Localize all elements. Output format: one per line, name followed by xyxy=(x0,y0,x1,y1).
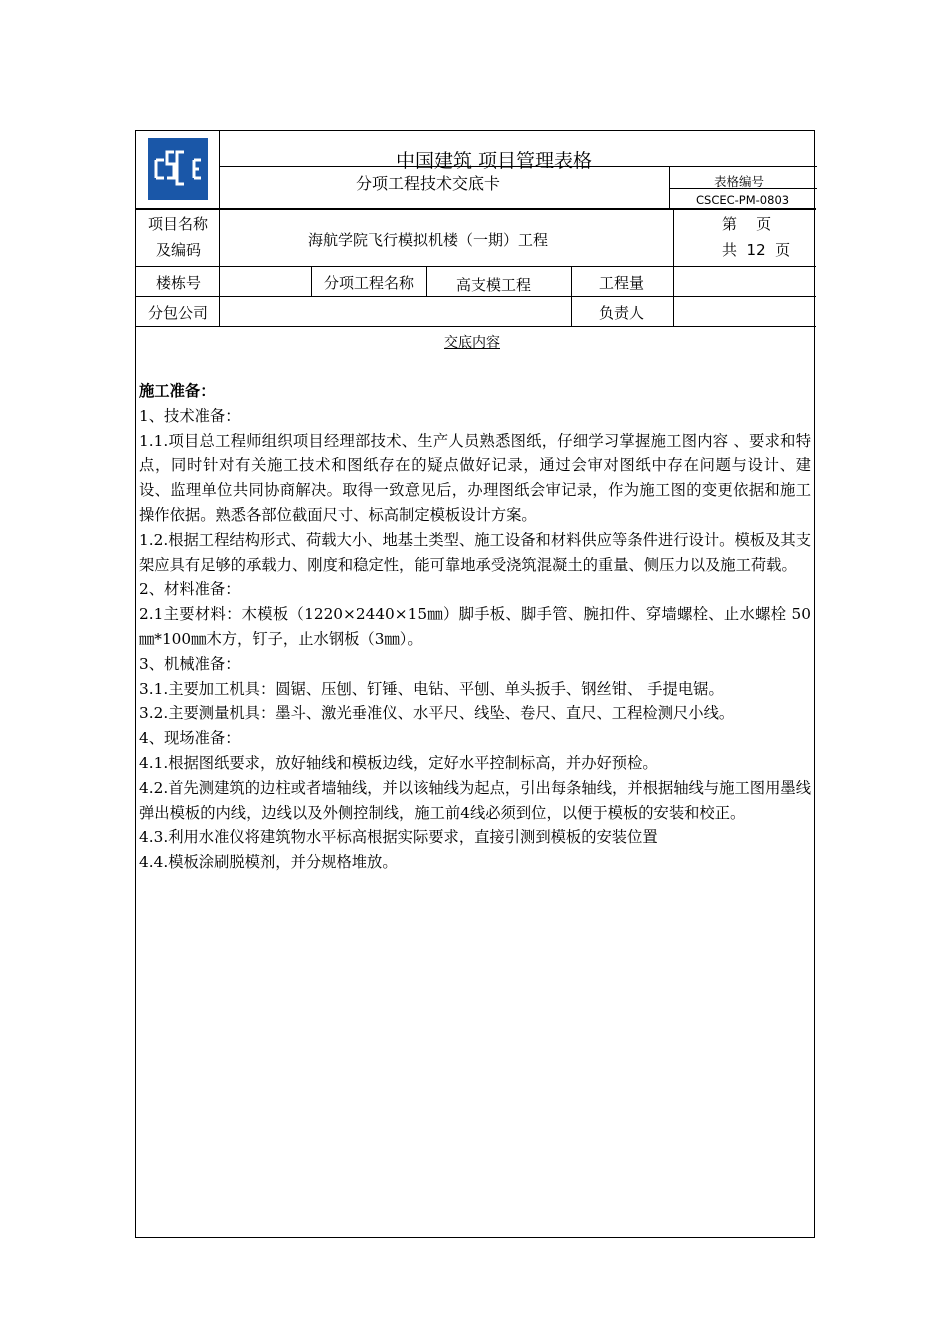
quantity-label: 工程量 xyxy=(599,274,645,292)
logo-divider xyxy=(219,131,220,209)
content-paragraph: 2.1主要材料：木模板（1220×2440×15㎜）脚手板、脚手管、腕扣件、穿墙螺栓、止水螺栓 50㎜*100㎜木方，钉子，止水钢板（3㎜）。 xyxy=(139,605,811,648)
row2-line xyxy=(136,296,816,297)
content-paragraph: 2、材料准备： xyxy=(139,580,241,599)
page-number: 第 页 xyxy=(722,215,772,233)
content-paragraph: 4.2.首先测建筑的边柱或者墙轴线，并以该轴线为起点，引出每条轴线，并根据轴线与施工图用墨线弹出模板的内线，边线以及外侧控制线，施工前4线必须到位，以便于模板的安装和校正。 xyxy=(139,778,811,822)
subitem-label: 分项工程名称 xyxy=(324,274,415,292)
form-subtitle: 分项工程技术交底卡 xyxy=(356,174,501,193)
form-no: CSCEC-PM-0803 xyxy=(696,193,790,207)
total-pages: 共 12 页 xyxy=(722,241,791,259)
content-body xyxy=(139,379,811,875)
content-paragraph: 4、现场准备： xyxy=(139,729,241,748)
project-name: 海航学院飞行模拟机楼（一期）工程 xyxy=(308,231,549,249)
subcontractor-label: 分包公司 xyxy=(148,304,209,322)
subitem-value: 高支模工程 xyxy=(456,276,532,294)
content-paragraph: 3.1.主要加工机具：圆锯、压刨、钉锤、电钻、平刨、单头扳手、钢丝钳、 手提电锯。 xyxy=(139,679,724,698)
person-label: 负责人 xyxy=(599,304,645,322)
subitem-label-line xyxy=(426,266,427,296)
content-paragraph: 3.2.主要测量机具：墨斗、激光垂准仪、水平尺、线坠、卷尺、直尺、工程检测尺小线。 xyxy=(139,704,735,723)
cscec-logo xyxy=(148,138,208,200)
content-paragraph: 1.2.根据工程结构形式、荷载大小、地基土类型、施工设备和材料供应等条件进行设计。模板及其支架应具有足够的承载力、刚度和稳定性，能可靠地承受浇筑混凝土的重量、侧压力以及施工荷载。 xyxy=(139,530,811,574)
content-paragraph: 4.4.模板涂刷脱模剂，并分规格堆放。 xyxy=(139,853,398,872)
header-bottom-line xyxy=(136,208,816,210)
content-paragraph: 4.1.根据图纸要求，放好轴线和模板边线，定好水平控制标高，并办好预检。 xyxy=(139,753,658,772)
row3-line xyxy=(136,326,816,327)
content-paragraph: 4.3.利用水准仪将建筑物水平标高根据实际要求，直接引测到模板的安装位置 xyxy=(139,828,658,847)
building-label: 楼栋号 xyxy=(156,274,202,292)
content-paragraph: 1.1.项目总工程师组织项目经理部技术、生产人员熟悉图纸，仔细学习掌握施工图内容 、要求和特点，同时针对有关施工技术和图纸存在的疑点做好记录，通过会审对图纸中存在问题与设计、建设、监理单位共同协商解决。取得一致意见后，办理图纸会审记录，作为施工图的变更依据和施工操作依据。熟悉各部位截面尺寸、标高制定模板设计方案。 xyxy=(139,431,811,524)
content-paragraph: 1、技术准备： xyxy=(139,406,241,425)
label-col-line xyxy=(219,209,220,327)
building-value-line xyxy=(311,266,312,296)
project-label-1: 项目名称 xyxy=(148,215,209,233)
form-frame xyxy=(135,130,815,1238)
right-col-line xyxy=(673,209,674,327)
row1-line xyxy=(136,266,816,267)
cscec-logo-mark xyxy=(148,138,208,200)
project-label-2: 及编码 xyxy=(156,241,202,259)
content-paragraph: 施工准备： xyxy=(139,382,216,400)
form-no-label: 表格编号 xyxy=(714,174,765,189)
form-title: 中国建筑 项目管理表格 xyxy=(396,150,593,172)
content-heading: 交底内容 xyxy=(444,335,500,351)
content-paragraph: 3、机械准备： xyxy=(139,654,241,673)
